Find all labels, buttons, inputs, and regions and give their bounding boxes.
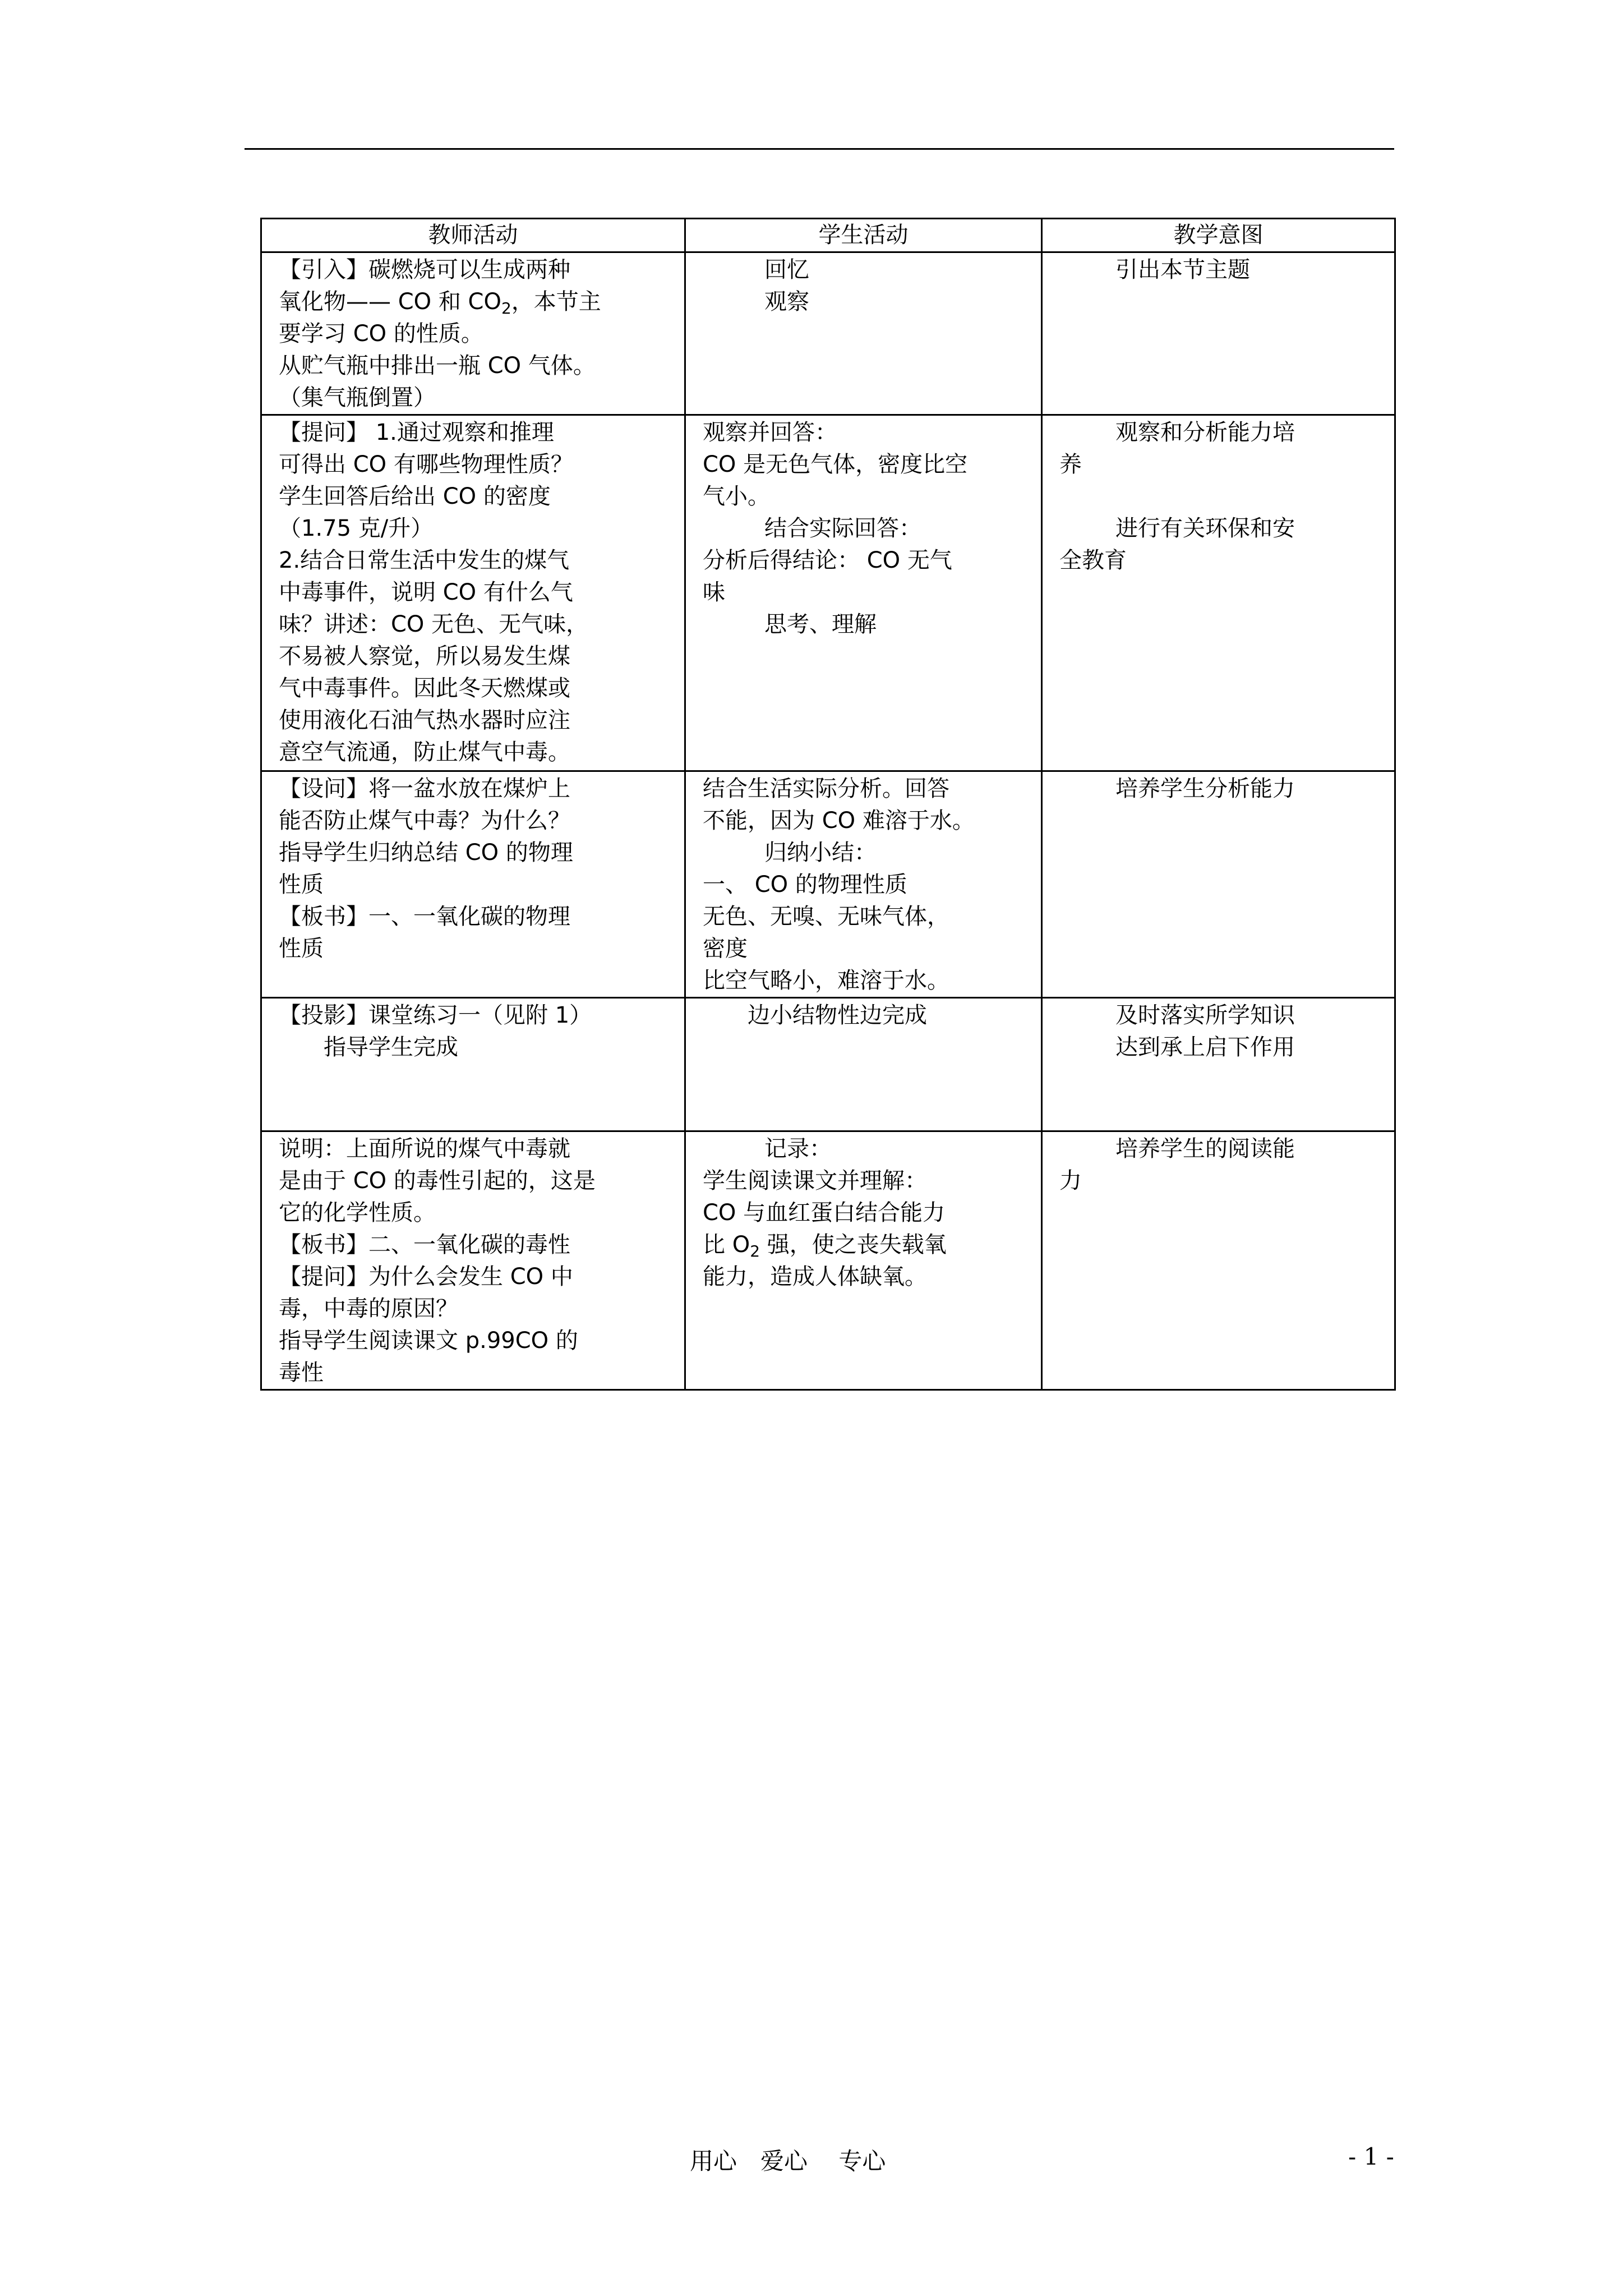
- text-line: 及时落实所学知识: [1115, 1002, 1295, 1028]
- text-line: 中毒事件，说明 CO 有什么气: [279, 579, 573, 605]
- text-line: 可得出 CO 有哪些物理性质？: [279, 452, 573, 477]
- text-line: 意空气流通，防止煤气中毒。: [279, 739, 570, 765]
- text-line: 【设问】将一盆水放在煤炉上: [279, 776, 570, 802]
- text-line: 不能，因为 CO 难溶于水。: [703, 808, 975, 834]
- text-fragment: 强，使之丧失载氧: [760, 1232, 947, 1258]
- text-line: 记录：: [764, 1136, 832, 1162]
- text-line: 结合实际回答：: [764, 516, 921, 541]
- student-activity-cell: [685, 998, 1042, 1131]
- header-teaching-intent: 教学意图: [1042, 219, 1395, 252]
- text-line: 观察: [764, 289, 809, 315]
- header-teacher-activity: 教师活动: [261, 219, 685, 252]
- text-line: 养: [1059, 452, 1082, 477]
- text-line: 【投影】课堂练习一（见附 1）: [279, 1002, 592, 1028]
- table-row: [261, 252, 1395, 415]
- teaching-intent-cell: [1042, 771, 1395, 998]
- text-line: 是由于 CO 的毒性引起的，这是: [279, 1168, 596, 1194]
- text-fragment: ，本节主: [511, 289, 601, 315]
- text-line: （1.75 克/升）: [279, 516, 434, 541]
- table-row: [261, 1131, 1395, 1390]
- text-line: 引出本节主题: [1115, 257, 1250, 283]
- text-line: 进行有关环保和安: [1115, 516, 1295, 541]
- subscript: 2: [501, 299, 511, 318]
- text-line: 达到承上启下作用: [1115, 1034, 1295, 1060]
- text-line: 【板书】二、一氧化碳的毒性: [279, 1232, 570, 1258]
- teaching-intent-cell: [1042, 998, 1395, 1131]
- text-line: 味: [703, 579, 725, 605]
- teaching-intent-cell: [1042, 252, 1395, 415]
- text-line: 味？讲述：CO 无色、无气味，: [279, 611, 589, 637]
- teaching-intent-cell: [1042, 1131, 1395, 1390]
- text-line: 毒性: [279, 1360, 324, 1386]
- text-line: 培养学生分析能力: [1115, 776, 1295, 802]
- teacher-activity-cell: [261, 1131, 685, 1390]
- text-line: 要学习 CO 的性质。: [279, 321, 483, 347]
- subscript: 2: [750, 1242, 760, 1260]
- text-line: 【提问】为什么会发生 CO 中: [279, 1264, 573, 1290]
- text-line: 从贮气瓶中排出一瓶 CO 气体。: [279, 353, 596, 379]
- text-line: 观察和分析能力培: [1115, 420, 1295, 445]
- text-line: 性质: [279, 936, 324, 961]
- lesson-plan-table: [260, 218, 1396, 1391]
- text-line: 指导学生归纳总结 CO 的物理: [279, 840, 573, 866]
- teacher-activity-cell: [261, 771, 685, 998]
- text-line: 指导学生阅读课文 p.99CO 的: [279, 1328, 578, 1354]
- text-line: （集气瓶倒置）: [279, 385, 436, 411]
- text-line: 边小结物性边完成: [748, 1002, 927, 1028]
- text-line: 2.结合日常生活中发生的煤气: [279, 547, 570, 573]
- text-line: [279, 286, 677, 318]
- header-rule: [245, 148, 1394, 150]
- page-number: - 1 -: [1348, 2143, 1394, 2170]
- text-line: 性质: [279, 872, 324, 898]
- text-line: 密度: [703, 936, 748, 961]
- teacher-activity-cell: [261, 252, 685, 415]
- text-line: 分析后得结论： CO 无气: [703, 547, 952, 573]
- text-line: 学生阅读课文并理解：: [703, 1168, 927, 1194]
- text-line: 观察并回答：: [703, 420, 837, 445]
- text-line: 一、 CO 的物理性质: [703, 872, 907, 898]
- text-line: 不易被人察觉，所以易发生煤: [279, 643, 570, 669]
- text-line: 归纳小结：: [764, 840, 877, 866]
- student-activity-cell: [685, 1131, 1042, 1390]
- text-line: 学生回答后给出 CO 的密度: [279, 484, 551, 509]
- footer-motto: 用心 爱心 专心: [690, 2147, 886, 2175]
- table-header-row: [261, 219, 1395, 252]
- text-line: 【板书】一、一氧化碳的物理: [279, 904, 570, 930]
- text-fragment: 比 O: [703, 1232, 750, 1258]
- text-line: 比空气略小，难溶于水。: [703, 968, 949, 993]
- text-line: 气中毒事件。因此冬天燃煤或: [279, 675, 570, 701]
- teacher-activity-cell: [261, 415, 685, 771]
- table-row: [261, 415, 1395, 771]
- text-line: [703, 1229, 1034, 1261]
- text-line: 能否防止煤气中毒？为什么？: [279, 808, 570, 834]
- text-line: 无色、无嗅、无味气体，: [703, 904, 949, 930]
- header-student-activity: 学生活动: [685, 219, 1042, 252]
- text-line: 结合生活实际分析。回答: [703, 776, 949, 802]
- text-line: 培养学生的阅读能: [1115, 1136, 1295, 1162]
- text-line: 全教育: [1059, 547, 1127, 573]
- text-line: 使用液化石油气热水器时应注: [279, 707, 570, 733]
- student-activity-cell: [685, 771, 1042, 998]
- teaching-intent-cell: [1042, 415, 1395, 771]
- text-line: 能力，造成人体缺氧。: [703, 1264, 927, 1290]
- teacher-activity-cell: [261, 998, 685, 1131]
- table-row: [261, 771, 1395, 998]
- text-fragment: 氧化物—— CO 和 CO: [279, 289, 501, 315]
- text-line: 思考、理解: [764, 611, 877, 637]
- text-line: 气小。: [703, 484, 770, 509]
- text-line: 它的化学性质。: [279, 1200, 436, 1226]
- text-line: CO 是无色气体，密度比空: [703, 452, 968, 477]
- student-activity-cell: [685, 415, 1042, 771]
- text-line: 指导学生完成: [324, 1034, 458, 1060]
- text-line: 【提问】 1.通过观察和推理: [279, 420, 554, 445]
- student-activity-cell: [685, 252, 1042, 415]
- text-line: 力: [1059, 1168, 1082, 1194]
- text-line: [1059, 481, 1387, 513]
- table-row: [261, 998, 1395, 1131]
- text-line: 毒，中毒的原因？: [279, 1296, 458, 1322]
- text-line: CO 与血红蛋白结合能力: [703, 1200, 946, 1226]
- text-line: 回忆: [764, 257, 809, 283]
- text-line: 【引入】碳燃烧可以生成两种: [279, 257, 570, 283]
- text-line: 说明：上面所说的煤气中毒就: [279, 1136, 570, 1162]
